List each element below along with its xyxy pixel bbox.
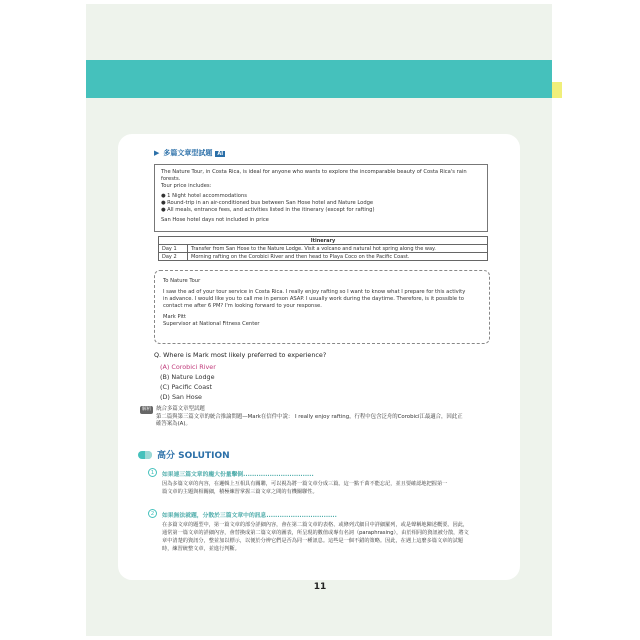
letter-box [154, 270, 490, 344]
ad-intro: The Nature Tour, in Costa Rica, is ideal for anyone who wants to explore the incomparable beauty of Costa Rica's rain forests. [161, 169, 467, 182]
page-number: 11 [313, 582, 327, 592]
explanation-text: 第二篇與第三篇文章的統合推論問題—Mark在信件中說： I really enjoy rafting，行程中包含泛舟的Corobici江最適合，因此正 [156, 413, 463, 420]
letter-signature-name: Mark Pitt [163, 314, 186, 320]
itinerary-title: Itinerary [159, 237, 488, 245]
itinerary-day: Day 2 [159, 253, 188, 261]
itinerary-text: Morning rafting on the Corobici River and then head to Playa Coco on the Pacific Coast. [188, 253, 488, 261]
ad-item: ● 1 Night hotel accommodations [161, 193, 247, 199]
answer-option-c: (C) Pacific Coast [160, 383, 212, 391]
ad-price-label: Tour price includes: [161, 183, 212, 189]
itinerary-table [158, 236, 488, 261]
triangle-icon: ▶ [154, 149, 160, 157]
explanation-heading: 統合多篇文章型試題 [156, 406, 205, 412]
tip-heading: 如果無法就題，分散於三篇文章中的訊息 ..... [162, 510, 337, 519]
solution-heading: 高分 SOLUTION [138, 448, 230, 461]
explanation-text: 確答案為(A)。 [156, 421, 191, 427]
advertisement-box [154, 164, 488, 232]
ad-item: ● Round-trip in an air-conditioned bus between San Hose hotel and Nature Lodge [161, 200, 374, 206]
itinerary-day: Day 1 [159, 245, 188, 253]
tip-number: 1 [148, 468, 157, 477]
table-row [159, 253, 488, 261]
tip-heading: 如果連三篇文章的龐大份量擊倒 ..... [162, 469, 314, 478]
capsule-icon [138, 451, 152, 459]
table-row [159, 245, 488, 253]
tip-body: 因為多篇文章的內容，在邏輯上互相具有關聯，可以視為將一篇文章分成三篇。這一點千萬不能忘記，並且要確認地把握第一 篇文章的主題與相關細，積極練習掌握三篇文章之間的有機關聯性。 [162, 481, 448, 495]
section-title: ▶ 多篇文章型試題 AI [154, 149, 224, 157]
question-text: Q. Where is Mark most likely preferred to experience? [154, 351, 327, 359]
explanation-tag: 解析 [142, 407, 152, 412]
section-badge: AI [217, 151, 224, 157]
explanation [140, 406, 496, 429]
tip-body: 在多篇文章的題型中，第一篇文章的部分詳細內容，會在第二篇文章的表格、或條列式細目中詳細羅列，或是聲稱地陳述概要。因此， 通常第一篇文章的詳細內容，會替換成第二篇文章的圖表，所呈現的數值或專有名詞（paraphrasing），由於相同的資訊被分散，將文 章中清楚的資訊分，整並加以標示，以便於分辨它們是否為同一種訊息。這些是一個不錯的策略。因此，在遇上這麼多篇文章的試題 時，練習統整文章，並進行判斷。 [162, 522, 469, 552]
header-band [86, 60, 552, 98]
ad-note: San Hose hotel days not included in price [161, 217, 269, 223]
letter-body: I saw the ad of your tour service in Costa Rica. I really enjoy rafting so I want to know what I prepare for this activity [163, 289, 466, 295]
answer-option-b: (B) Nature Lodge [160, 373, 215, 381]
tip-number: 2 [148, 509, 157, 518]
answer-options [160, 362, 216, 402]
answer-option-a: (A) Corobici River [160, 363, 216, 371]
letter-body: in advance. I would like you to call me in person ASAP. I usually work during the daytime. Therefore, is it possible to [163, 296, 464, 302]
answer-option-d: (D) San Hose [160, 393, 202, 401]
ad-item: ● All meals, entrance fees, and activities listed in the itinerary (except for rafting) [161, 207, 375, 213]
letter-to: To Nature Tour [163, 278, 201, 284]
letter-signature-title: Supervisor at National Fitness Center [163, 321, 260, 327]
itinerary-text: Transfer from San Hose to the Nature Lodge. Visit a volcano and natural hot spring along the way. [188, 245, 488, 253]
letter-body: contact me after 6 PM? I'm looking forward to your response. [163, 303, 322, 309]
